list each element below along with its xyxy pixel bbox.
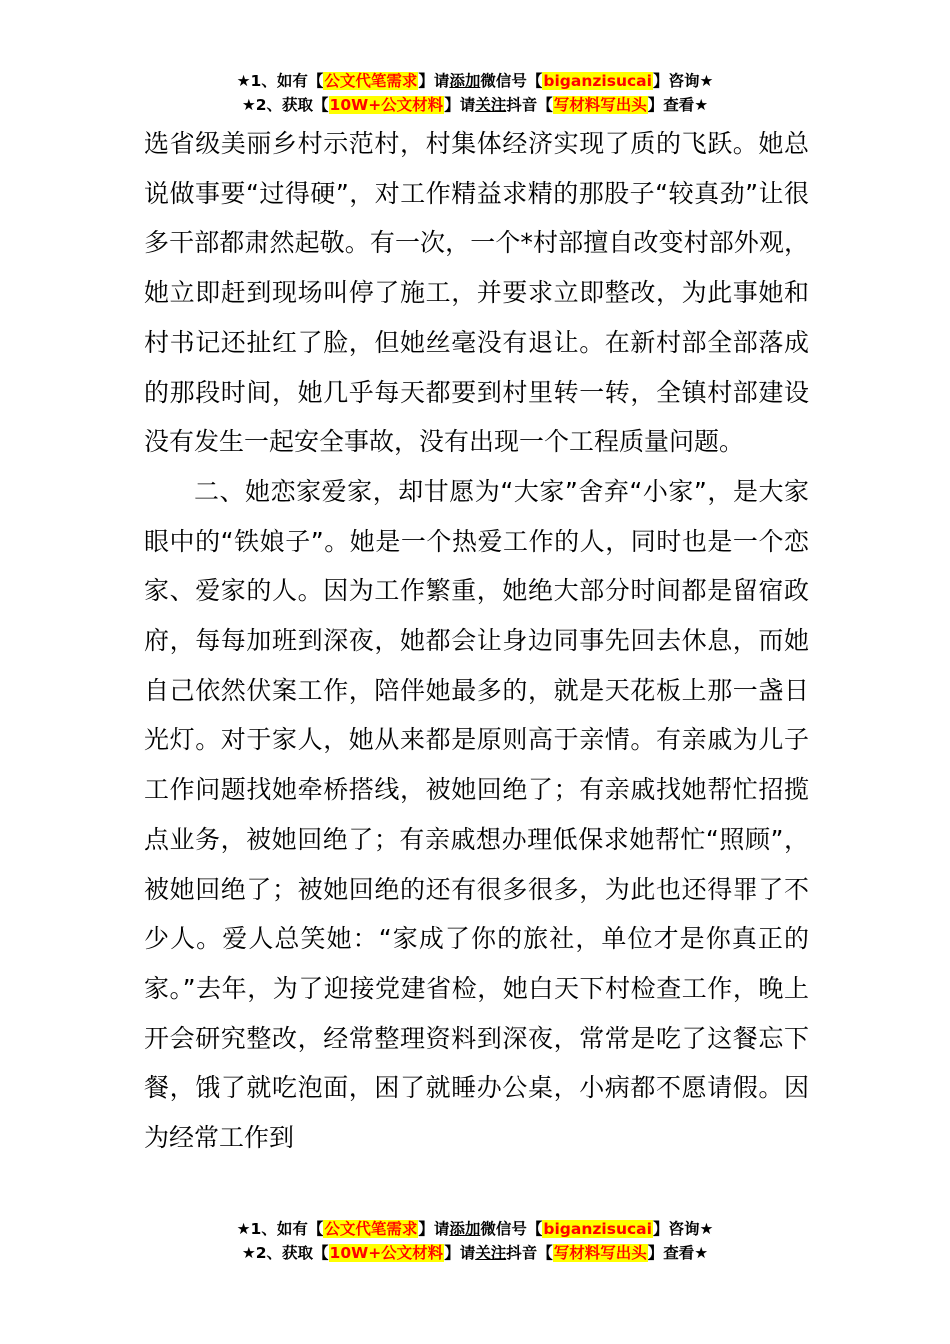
document-body — [144, 119, 809, 1163]
banner-text: 】请 — [444, 96, 476, 114]
header-banner — [0, 69, 950, 117]
banner-text: 微信号【 — [480, 72, 543, 90]
banner-text: ★1、如有【 — [236, 72, 324, 90]
banner-line-1 — [0, 69, 950, 93]
body-paragraph-2: 二、她恋家爱家，却甘愿为“大家”舍弃“小家”，是大家眼中的“铁娘子”。她是一个热爱工作的人，同时也是一个恋家、爱家的人。因为工作繁重，她绝大部分时间都是留宿政府，每每加班到深夜，她都会让身边同事先回去休息，而她自己依然伏案工作，陪伴她最多的，就是天花板上那一盏日光灯。对于家人，她从来都是原则高于亲情。有亲戚为儿子工作问题找她牵桥搭线，被她回绝了；有亲戚找她帮忙招揽点业务，被她回绝了；有亲戚想办理低保求她帮忙“照顾”，被她回绝了；被她回绝的还有很多很多，为此也还得罪了不少人。爱人总笑她：“家成了你的旅社，单位才是你真正的家。”去年，为了迎接党建省检，她白天下村检查工作，晚上开会研究整改，经常整理资料到深夜，常常是吃了这餐忘下餐，饿了就吃泡面，困了就睡办公桌，小病都不愿请假。因为经常工作到 — [144, 476, 809, 1153]
banner-highlight: 写材料写出头 — [553, 1244, 647, 1262]
banner-text: 抖音【 — [506, 1244, 553, 1262]
banner-highlight: 公文代笔需求 — [324, 72, 418, 90]
banner-highlight: 写材料写出头 — [553, 96, 647, 114]
banner-highlight: 公文代笔需求 — [324, 1220, 418, 1238]
banner-text: ★2、获取【 — [241, 96, 329, 114]
banner-text: 】查看★ — [647, 96, 709, 114]
banner-text: 】请 — [418, 1220, 450, 1238]
banner-highlight: biganzisucai — [543, 1220, 652, 1238]
banner-text: 】咨询★ — [652, 1220, 714, 1238]
banner-line-1 — [0, 1217, 950, 1241]
banner-highlight: 10W+公文材料 — [329, 1244, 444, 1262]
banner-underlined: 添加 — [449, 72, 481, 90]
body-paragraph-1: 选省级美丽乡村示范村，村集体经济实现了质的飞跃。她总说做事要“过得硬”，对工作精益求精的那股子“较真劲”让很多干部都肃然起敬。有一次，一个*村部擅自改变村部外观，她立即赶到现场叫停了施工，并要求立即整改，为此事她和村书记还扯红了脸，但她丝毫没有退让。在新村部全部落成的那段时间，她几乎每天都要到村里转一转，全镇村部建设没有发生一起安全事故，没有出现一个工程质量问题。 — [144, 129, 809, 457]
banner-text: 】咨询★ — [652, 72, 714, 90]
banner-line-2 — [0, 93, 950, 117]
banner-text: 微信号【 — [480, 1220, 543, 1238]
banner-text: 】请 — [444, 1244, 476, 1262]
banner-highlight: biganzisucai — [543, 72, 652, 90]
banner-text: 】查看★ — [647, 1244, 709, 1262]
banner-text: ★1、如有【 — [236, 1220, 324, 1238]
banner-line-2 — [0, 1241, 950, 1265]
banner-text: 】请 — [418, 72, 450, 90]
footer-banner — [0, 1217, 950, 1265]
banner-underlined: 关注 — [475, 1244, 507, 1262]
banner-underlined: 关注 — [475, 96, 507, 114]
banner-highlight: 10W+公文材料 — [329, 96, 444, 114]
banner-text: ★2、获取【 — [241, 1244, 329, 1262]
banner-underlined: 添加 — [449, 1220, 481, 1238]
banner-text: 抖音【 — [506, 96, 553, 114]
